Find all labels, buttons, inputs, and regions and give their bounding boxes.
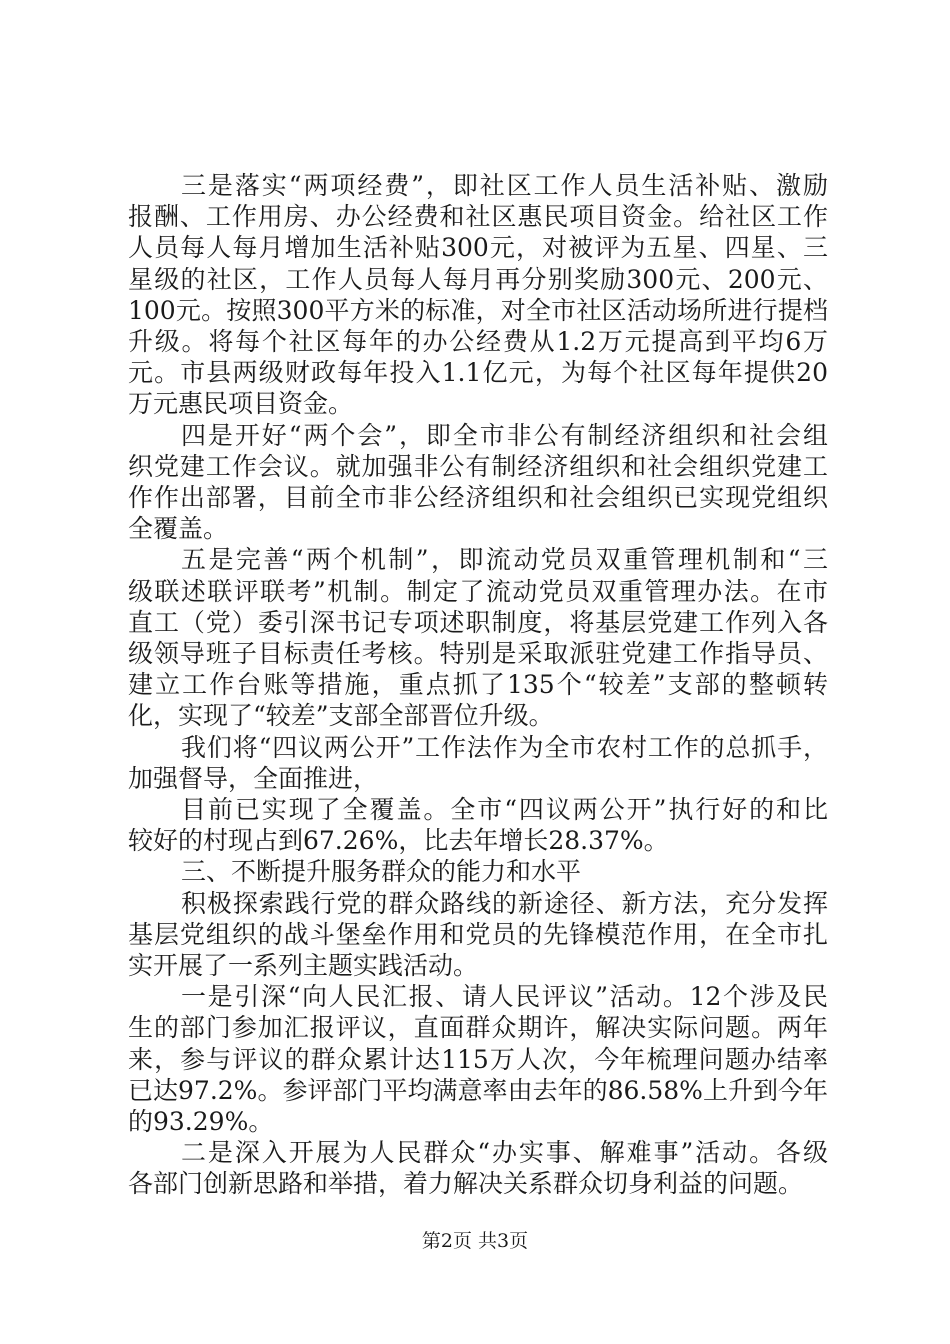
- body-text-line: 五是完善“两个机制”，即流动党员双重管理机制和“三: [181, 545, 828, 575]
- body-text-line: 来，参与评议的群众累计达115万人次，今年梳理问题办结率: [128, 1044, 828, 1074]
- body-text-line: 各部门创新思路和举措，着力解决关系群众切身利益的问题。: [128, 1169, 804, 1199]
- body-text-line: 织党建工作会议。就加强非公有制经济组织和社会组织党建工: [128, 451, 828, 481]
- body-text-line: 基层党组织的战斗堡垒作用和党员的先锋模范作用，在全市扎: [128, 919, 828, 949]
- body-text-line: 较好的村现占到67.26%，比去年增长28.37%。: [128, 826, 669, 856]
- body-text-line: 全覆盖。: [128, 514, 229, 544]
- page-footer: 第2页 共3页: [421, 1230, 529, 1252]
- body-text-line: 实开展了一系列主题实践活动。: [128, 951, 479, 980]
- body-text-line: 级领导班子目标责任考核。特别是采取派驻党建工作指导员、: [128, 639, 828, 668]
- body-text-line: 级联述联评联考”机制。制定了流动党员双重管理办法。在市: [128, 576, 828, 606]
- body-text-line: 100元。按照300平方米的标准，对全市社区活动场所进行提档: [128, 295, 828, 325]
- body-text-line: 已达97.2%。参评部门平均满意率由去年的86.58%上升到今年: [128, 1075, 828, 1105]
- body-text-line: 报酬、工作用房、办公经费和社区惠民项目资金。给社区工作: [128, 202, 828, 232]
- body-text-line: 作作出部署，目前全市非公经济组织和社会组织已实现党组织: [128, 483, 828, 512]
- body-text-line: 一是引深“向人民汇报、请人民评议”活动。12个涉及民: [181, 982, 828, 1012]
- body-text-line: 人员每人每月增加生活补贴300元，对被评为五星、四星、三: [128, 233, 828, 263]
- body-text-line: 化，实现了“较差”支部全部晋位升级。: [128, 701, 554, 731]
- body-text-line: 星级的社区，工作人员每人每月再分别奖励300元、200元、: [128, 264, 828, 294]
- body-text-line: 直工（党）委引深书记专项述职制度，将基层党建工作列入各: [128, 607, 828, 637]
- body-text-line: 加强督导，全面推进，: [128, 763, 379, 793]
- body-text-line: 积极探索践行党的群众路线的新途径、新方法，充分发挥: [181, 888, 828, 918]
- body-text-line: 二是深入开展为人民群众“办实事、解难事”活动。各级: [181, 1138, 828, 1168]
- body-text-line: 万元惠民项目资金。: [128, 389, 354, 419]
- body-text-line: 的93.29%。: [128, 1107, 274, 1136]
- body-text-line: 三是落实“两项经费”，即社区工作人员生活补贴、激励: [181, 171, 828, 200]
- body-text-line: 升级。将每个社区每年的办公经费从1.2万元提高到平均6万: [128, 327, 828, 356]
- body-text-line: 建立工作台账等措施，重点抓了135个“较差”支部的整顿转: [128, 670, 828, 700]
- body-text-line: 生的部门参加汇报评议，直面群众期许，解决实际问题。两年: [128, 1013, 828, 1043]
- body-text-line: 四是开好“两个会”，即全市非公有制经济组织和社会组: [181, 420, 828, 450]
- body-text-line: 目前已实现了全覆盖。全市“四议两公开”执行好的和比: [181, 795, 828, 824]
- body-text-line: 我们将“四议两公开”工作法作为全市农村工作的总抓手，: [181, 732, 828, 762]
- body-text-line: 元。市县两级财政每年投入1.1亿元，为每个社区每年提供20: [128, 358, 828, 388]
- section-heading: 三、不断提升服务群众的能力和水平: [181, 857, 582, 887]
